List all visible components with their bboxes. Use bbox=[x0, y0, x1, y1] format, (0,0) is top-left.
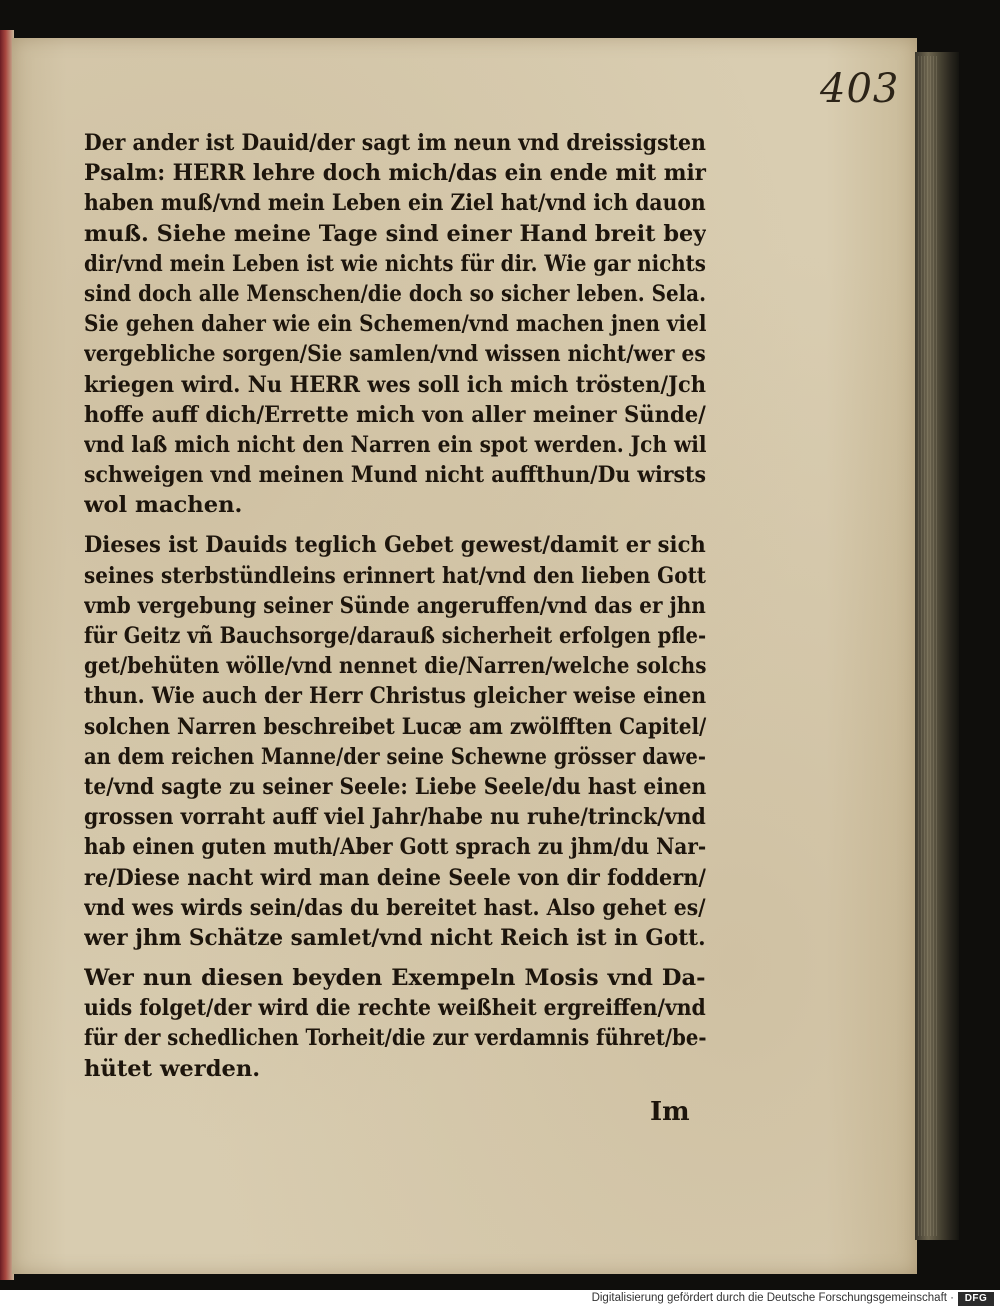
footer-bar bbox=[0, 1290, 1000, 1309]
paragraph bbox=[84, 963, 706, 1084]
funding-notice: Digitalisierung gefördert durch die Deutsche Forschungsgemeinschaft · bbox=[591, 1292, 954, 1304]
text-line: vergebliche sorgen/Sie samlen/vnd wissen nicht/wer es bbox=[84, 341, 706, 368]
text-line: Der ander ist Dauid/der sagt im neun vnd dreissigsten bbox=[84, 130, 706, 156]
text-line: vmb vergebung seiner Sünde angeruffen/vnd das er jhn bbox=[84, 592, 706, 619]
text-line: muß. Siehe meine Tage sind einer Hand breit bey bbox=[84, 220, 706, 247]
text-line: haben muß/vnd mein Leben ein Ziel hat/vnd ich dauon bbox=[84, 190, 706, 217]
text-line: schweigen vnd meinen Mund nicht auffthun/Du wirsts bbox=[84, 462, 706, 489]
text-line: wer jhm Schätze samlet/vnd nicht Reich ist in Gott. bbox=[84, 924, 706, 951]
text-line: Sie gehen daher wie ein Schemen/vnd machen jnen viel bbox=[84, 311, 707, 338]
catchword: Im bbox=[650, 1097, 690, 1127]
text-line: hoffe auff dich/Errette mich von aller meiner Sünde/ bbox=[84, 401, 706, 428]
text-line: wol machen. bbox=[84, 492, 243, 519]
text-line: hab einen guten muth/Aber Gott sprach zu jhm/du Nar- bbox=[84, 834, 707, 861]
text-line: dir/vnd mein Leben ist wie nichts für dir. Wie gar nichts bbox=[84, 250, 706, 277]
text-line: uids folget/der wird die rechte weißheit ergreiffen/vnd bbox=[84, 995, 706, 1022]
text-line: vnd laß mich nicht den Narren ein spot werden. Jch wil bbox=[84, 431, 707, 458]
text-line: thun. Wie auch der Herr Christus gleicher weise einen bbox=[84, 683, 707, 710]
text-line: Wer nun diesen beyden Exempeln Mosis vnd Da- bbox=[84, 965, 706, 992]
paragraph bbox=[84, 530, 706, 953]
text-line: te/vnd sagte zu seiner Seele: Liebe Seele/du hast einen bbox=[84, 773, 707, 800]
text-line: sind doch alle Menschen/die doch so sicher leben. Sela. bbox=[84, 280, 706, 307]
page-number: 403 bbox=[820, 66, 900, 112]
text-line: für Geitz vñ Bauchsorge/darauß sicherheit erfolgen pfle- bbox=[84, 623, 706, 649]
text-line: seines sterbstündleins erinnert hat/vnd den lieben Gott bbox=[84, 562, 707, 589]
paragraph bbox=[84, 128, 706, 520]
text-line: für der schedlichen Torheit/die zur verdamnis führet/be- bbox=[84, 1025, 707, 1052]
text-line: re/Diese nacht wird man deine Seele von dir foddern/ bbox=[84, 864, 706, 891]
text-line: hütet werden. bbox=[84, 1055, 261, 1082]
page-leaves bbox=[918, 56, 938, 1236]
text-line: vnd wes wirds sein/das du bereitet hast. Also gehet es/ bbox=[84, 894, 706, 921]
dfg-logo: DFG bbox=[958, 1292, 994, 1306]
text-line: kriegen wird. Nu HERR wes soll ich mich trösten/Jch bbox=[84, 371, 706, 398]
text-line: Dieses ist Dauids teglich Gebet gewest/damit er sich bbox=[84, 532, 706, 559]
text-line: solchen Narren beschreibet Lucæ am zwölfften Capitel/ bbox=[84, 713, 707, 740]
text-line: grossen vorraht auff viel Jahr/habe nu ruhe/trinck/vnd bbox=[84, 804, 706, 831]
body-text bbox=[84, 128, 706, 1094]
text-line: an dem reichen Manne/der seine Schewne grösser dawe- bbox=[84, 743, 706, 770]
text-line: Psalm: HERR lehre doch mich/das ein ende mit mir bbox=[84, 160, 707, 187]
text-line: get/behüten wölle/vnd nennet die/Narren/welche solchs bbox=[84, 653, 707, 680]
